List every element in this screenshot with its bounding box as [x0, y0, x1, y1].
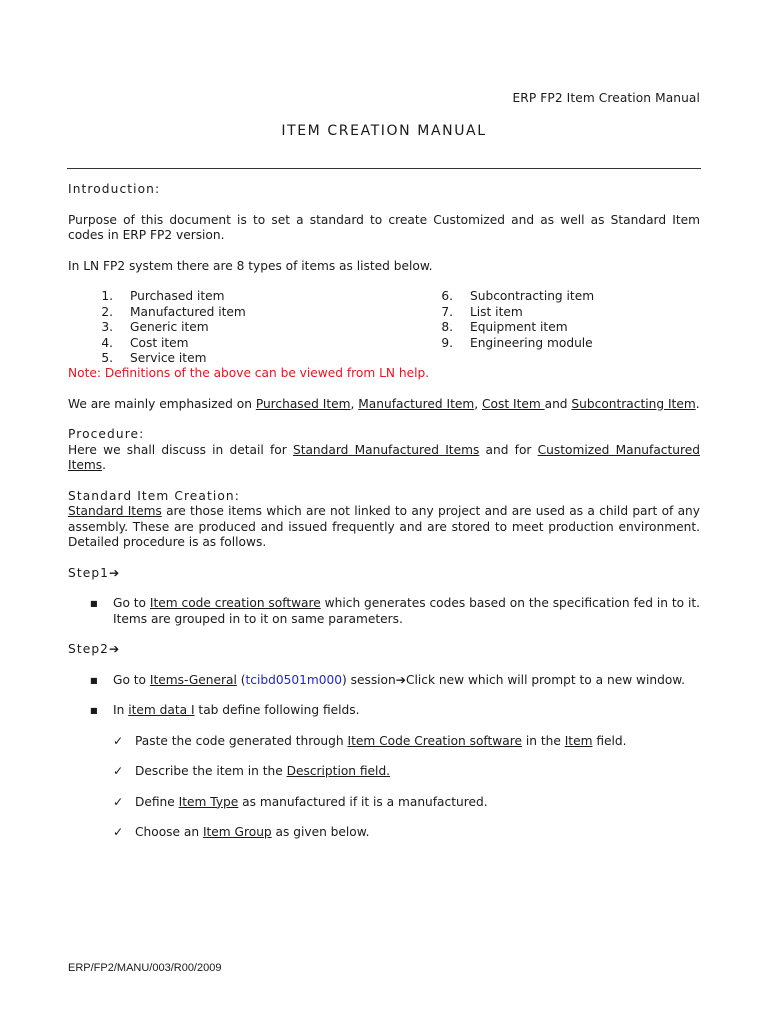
item-type-link[interactable]: Item Type: [178, 794, 239, 809]
square-bullet-icon: ■: [90, 675, 98, 685]
list-item: 6. Subcontracting item: [441, 289, 595, 303]
step1-heading: Step1➔: [68, 565, 121, 580]
step2-bullet-item-data: ■ In item data I tab define following fields.: [90, 703, 360, 717]
purpose-text: Purpose of this document is to set a standard to create Customized and as well as Standard Item codes in ERP FP2 version.: [68, 212, 700, 242]
standard-item-paragraph: Standard Items are those items which are not linked to any project and are used as a child part of any assembly. These are produced and issued frequently and are stored to meet production environment. Detailed procedure is as follows.: [68, 504, 700, 549]
standard-manufactured-items-link[interactable]: Standard Manufactured Items: [292, 442, 480, 457]
check-icon: ✓: [113, 733, 124, 748]
arrow-right-icon: ➔: [109, 642, 121, 656]
step2-heading: Step2➔: [68, 642, 121, 656]
item-types-list: [68, 289, 700, 365]
procedure-paragraph: Here we shall discuss in detail for Standard Manufactured Items and for Customized Manufactured Items.: [68, 442, 700, 472]
item-code-creation-software-link[interactable]: Item code creation software: [149, 596, 321, 610]
document-body: [68, 182, 700, 841]
check-icon: ✓: [113, 764, 124, 778]
check-item-type: ✓ Define Item Type as manufactured if it is a manufactured.: [113, 794, 488, 809]
item-code-creation-software-link[interactable]: Item Code Creation software: [347, 733, 522, 748]
purchased-item-link[interactable]: Purchased Item: [255, 396, 351, 411]
list-item: 5. Service item: [101, 351, 207, 365]
step1-bullet: ■ Go to Item code creation software which generates codes based on the specification fed in to it. Items are grouped in to it on same parameters.: [90, 596, 700, 626]
check-item-paste-code: ✓ Paste the code generated through Item Code Creation software in the Item field.: [113, 733, 627, 748]
arrow-right-icon: ➔: [109, 565, 121, 580]
check-item-group: ✓ Choose an Item Group as given below.: [113, 825, 370, 839]
standard-items-link[interactable]: Standard Items: [68, 504, 162, 518]
page-title: ITEM CREATION MANUAL: [281, 123, 487, 139]
item-group-link[interactable]: Item Group: [202, 825, 272, 839]
square-bullet-icon: ■: [90, 706, 98, 715]
arrow-right-icon: ➔: [395, 672, 406, 687]
list-item: 8. Equipment item: [441, 320, 568, 334]
description-field-link[interactable]: Description field.: [286, 764, 391, 778]
standard-item-heading: Standard Item Creation:: [68, 488, 240, 503]
cost-item-link[interactable]: Cost Item: [482, 396, 545, 411]
item-field-link[interactable]: Item: [564, 733, 593, 748]
step2-bullet-items-general: ■ Go to Items-General (tcibd0501m000) session➔Click new which will prompt to a new window.: [90, 672, 686, 687]
emphasis-paragraph: We are mainly emphasized on Purchased Item, Manufactured Item, Cost Item and Subcontracting Item.: [68, 396, 700, 411]
check-item-description: ✓ Describe the item in the Description field.: [113, 764, 391, 778]
note-text: Note: Definitions of the above can be viewed from LN help.: [68, 366, 430, 380]
customized-manufactured-items-link[interactable]: Customized Manufactured Items: [68, 442, 700, 472]
list-item: 2. Manufactured item: [101, 304, 246, 319]
subcontracting-item-link[interactable]: Subcontracting Item: [571, 396, 696, 411]
item-types-left-column: [86, 289, 246, 367]
square-bullet-icon: ■: [90, 599, 98, 608]
session-code: tcibd0501m000: [245, 672, 342, 687]
types-intro: In LN FP2 system there are 8 types of items as listed below.: [68, 258, 433, 273]
list-item: 9. Engineering module: [441, 335, 593, 350]
list-item: 1. Purchased item: [101, 289, 225, 303]
items-general-link[interactable]: Items-General: [149, 672, 237, 687]
list-item: 3. Generic item: [101, 320, 209, 334]
list-item: 7. List item: [441, 304, 523, 319]
item-data-tab-link[interactable]: item data I: [128, 703, 195, 717]
header-title: ERP FP2 Item Creation Manual: [512, 91, 700, 105]
procedure-heading: Procedure:: [68, 427, 145, 441]
introduction-heading: Introduction:: [68, 182, 161, 196]
footer-doc-code: ERP/FP2/MANU/003/R00/2009: [68, 962, 222, 974]
item-types-right-column: [426, 289, 594, 351]
check-icon: ✓: [113, 825, 124, 839]
title-divider: [67, 168, 701, 169]
manufactured-item-link[interactable]: Manufactured Item: [358, 396, 475, 411]
list-item: 4. Cost item: [101, 335, 189, 350]
check-icon: ✓: [113, 794, 124, 809]
